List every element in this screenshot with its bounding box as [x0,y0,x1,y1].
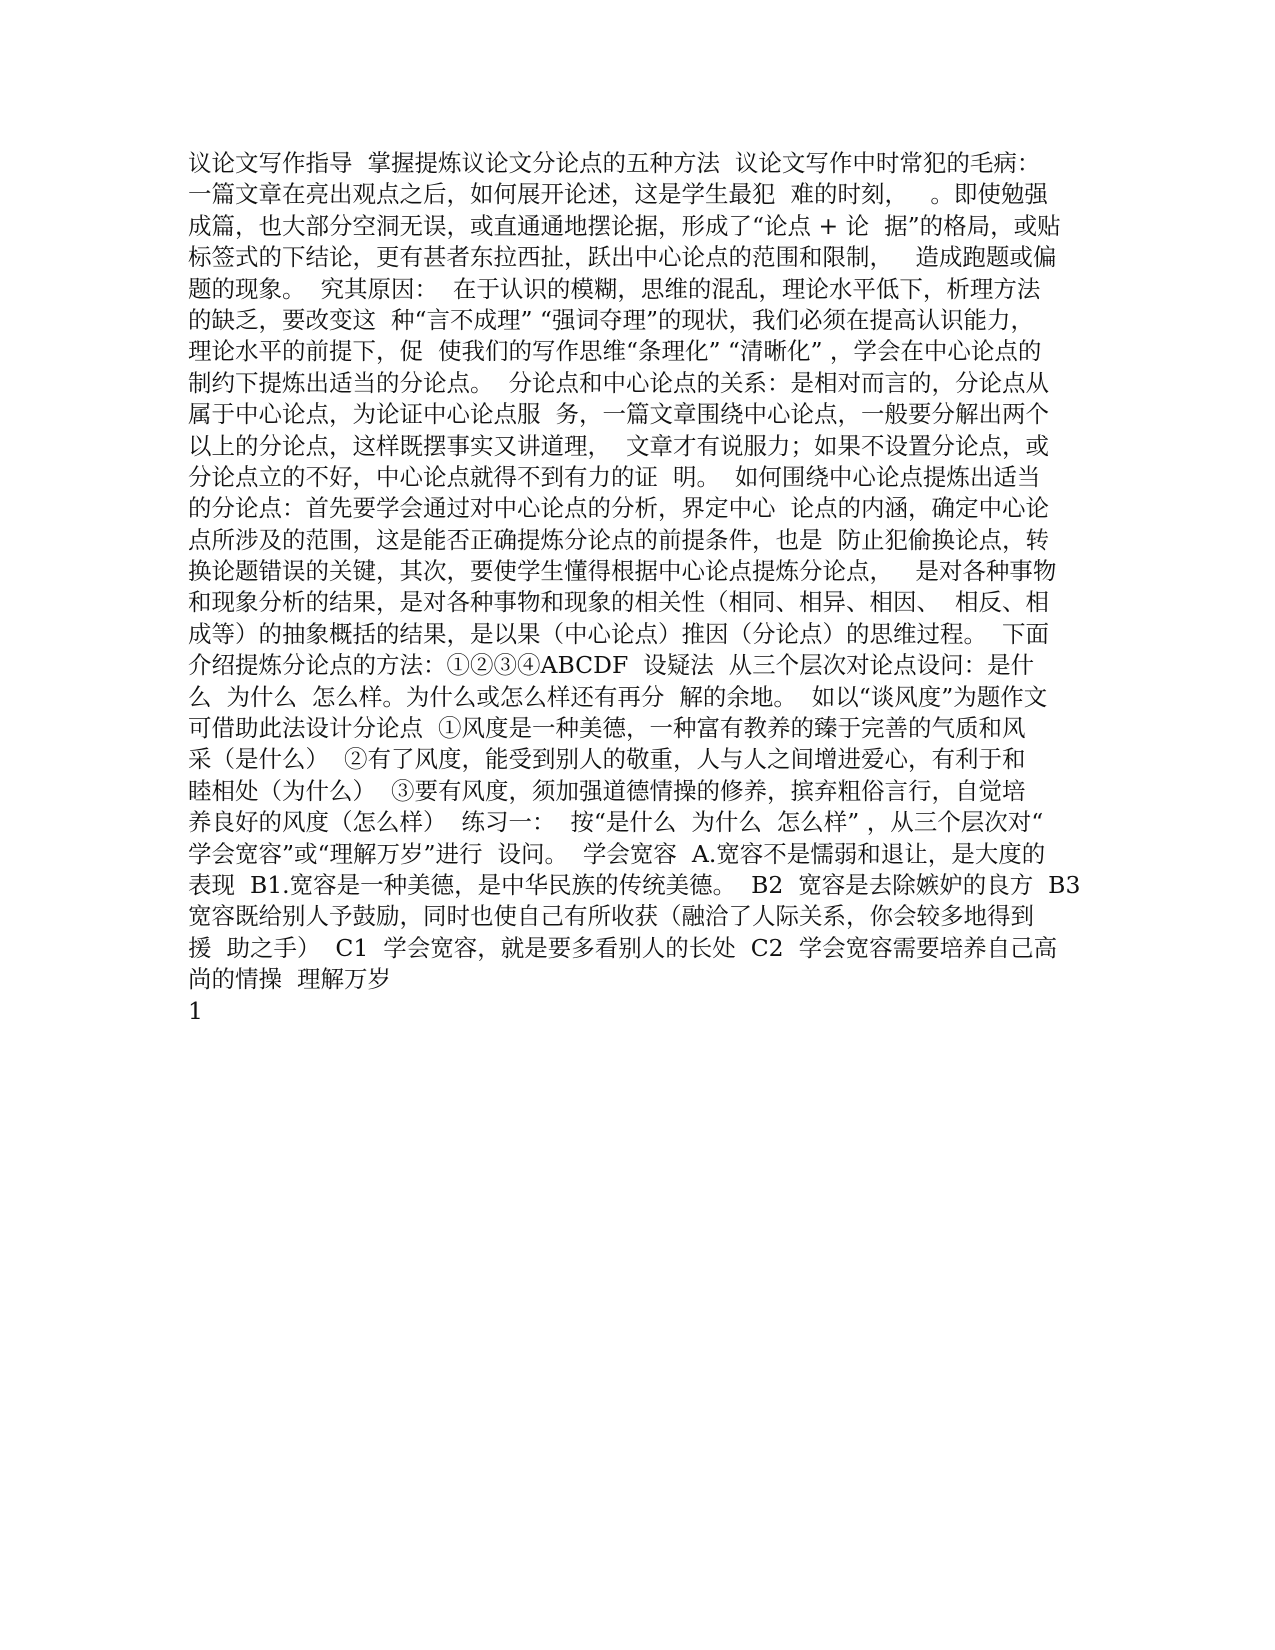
text-line: 援 助之手） C1 学会宽容，就是要多看别人的长处 C2 学会宽容需要培养自己高 [188,933,1058,962]
text-line: 题的现象。 究其原因： 在于认识的模糊，思维的混乱，理论水平低下，析理方法 [188,274,1041,303]
text-line: 的分论点：首先要学会通过对中心论点的分析，界定中心 论点的内涵，确定中心论 [188,494,1049,523]
text-line: 成篇，也大部分空洞无误，或直通通地摆论据，形成了“论点 + 论 据”的格局，或贴 [188,211,1061,240]
text-line: 养良好的风度（怎么样） 练习一： 按“是什么 为什么 怎么样” ，从三个层次对“ [188,808,1044,837]
text-line: 成等）的抽象概括的结果，是以果（中心论点）推因（分论点）的思维过程。 下面 [188,619,1049,648]
text-line: 尚的情操 理解万岁 [188,965,391,994]
text-line: 理论水平的前提下，促 使我们的写作思维“条理化” “清晰化” ，学会在中心论点的 [188,337,1042,366]
text-line: 属于中心论点，为论证中心论点服 务，一篇文章围绕中心论点，一般要分解出两个 [188,400,1049,429]
text-line: 么 为什么 怎么样。为什么或怎么样还有再分 解的余地。 如以“谈风度”为题作文 [188,682,1048,711]
page-number: 1 [188,996,203,1025]
text-line: 制约下提炼出适当的分论点。 分论点和中心论点的关系：是相对而言的，分论点从 [188,368,1049,397]
text-line: 学会宽容”或“理解万岁”进行 设问。 学会宽容 A.宽容不是懦弱和退让，是大度的 [188,839,1046,868]
text-line: 标签式的下结论，更有甚者东拉西扯，跃出中心论点的范围和限制， 造成跑题或偏 [188,243,1057,272]
text-line: 以上的分论点，这样既摆事实又讲道理， 文章才有说服力；如果不设置分论点，或 [188,431,1049,460]
text-line: 点所涉及的范围，这是能否正确提炼分论点的前提条件，也是 防止犯偷换论点，转 [188,525,1049,554]
document-body [188,148,1088,1027]
text-line: 和现象分析的结果，是对各种事物和现象的相关性（相同、相异、相因、 相反、相 [188,588,1049,617]
text-line: 睦相处（为什么） ③要有风度，须加强道德情操的修养，摈弃粗俗言行，自觉培 [188,776,1026,805]
text-line: 分论点立的不好，中心论点就得不到有力的证 明。 如何围绕中心论点提炼出适当 [188,462,1041,491]
text-line: 介绍提炼分论点的方法：①②③④ABCDF 设疑法 从三个层次对论点设问：是什 [188,651,1035,680]
text-line: 可借助此法设计分论点 ①风度是一种美德，一种富有教养的臻于完善的气质和风 [188,714,1026,743]
text-line: 的缺乏，要改变这 种“言不成理” “强词夺理”的现状，我们必须在提高认识能力， [188,305,1034,334]
text-line: 表现 B1.宽容是一种美德，是中华民族的传统美德。 B2 宽容是去除嫉妒的良方 B3 [188,870,1081,899]
text-line: 采（是什么） ②有了风度，能受到别人的敬重，人与人之间增进爱心，有利于和 [188,745,1026,774]
text-line: 一篇文章在亮出观点之后，如何展开论述，这是学生最犯 难的时刻， 。即使勉强 [188,180,1048,209]
text-line: 议论文写作指导 掌握提炼议论文分论点的五种方法 议论文写作中时常犯的毛病： [188,149,1041,177]
text-line: 换论题错误的关键，其次，要使学生懂得根据中心论点提炼分论点， 是对各种事物 [188,557,1057,586]
text-line: 宽容既给别人予鼓励，同时也使自己有所收获（融洽了人际关系，你会较多地得到 [188,902,1034,931]
